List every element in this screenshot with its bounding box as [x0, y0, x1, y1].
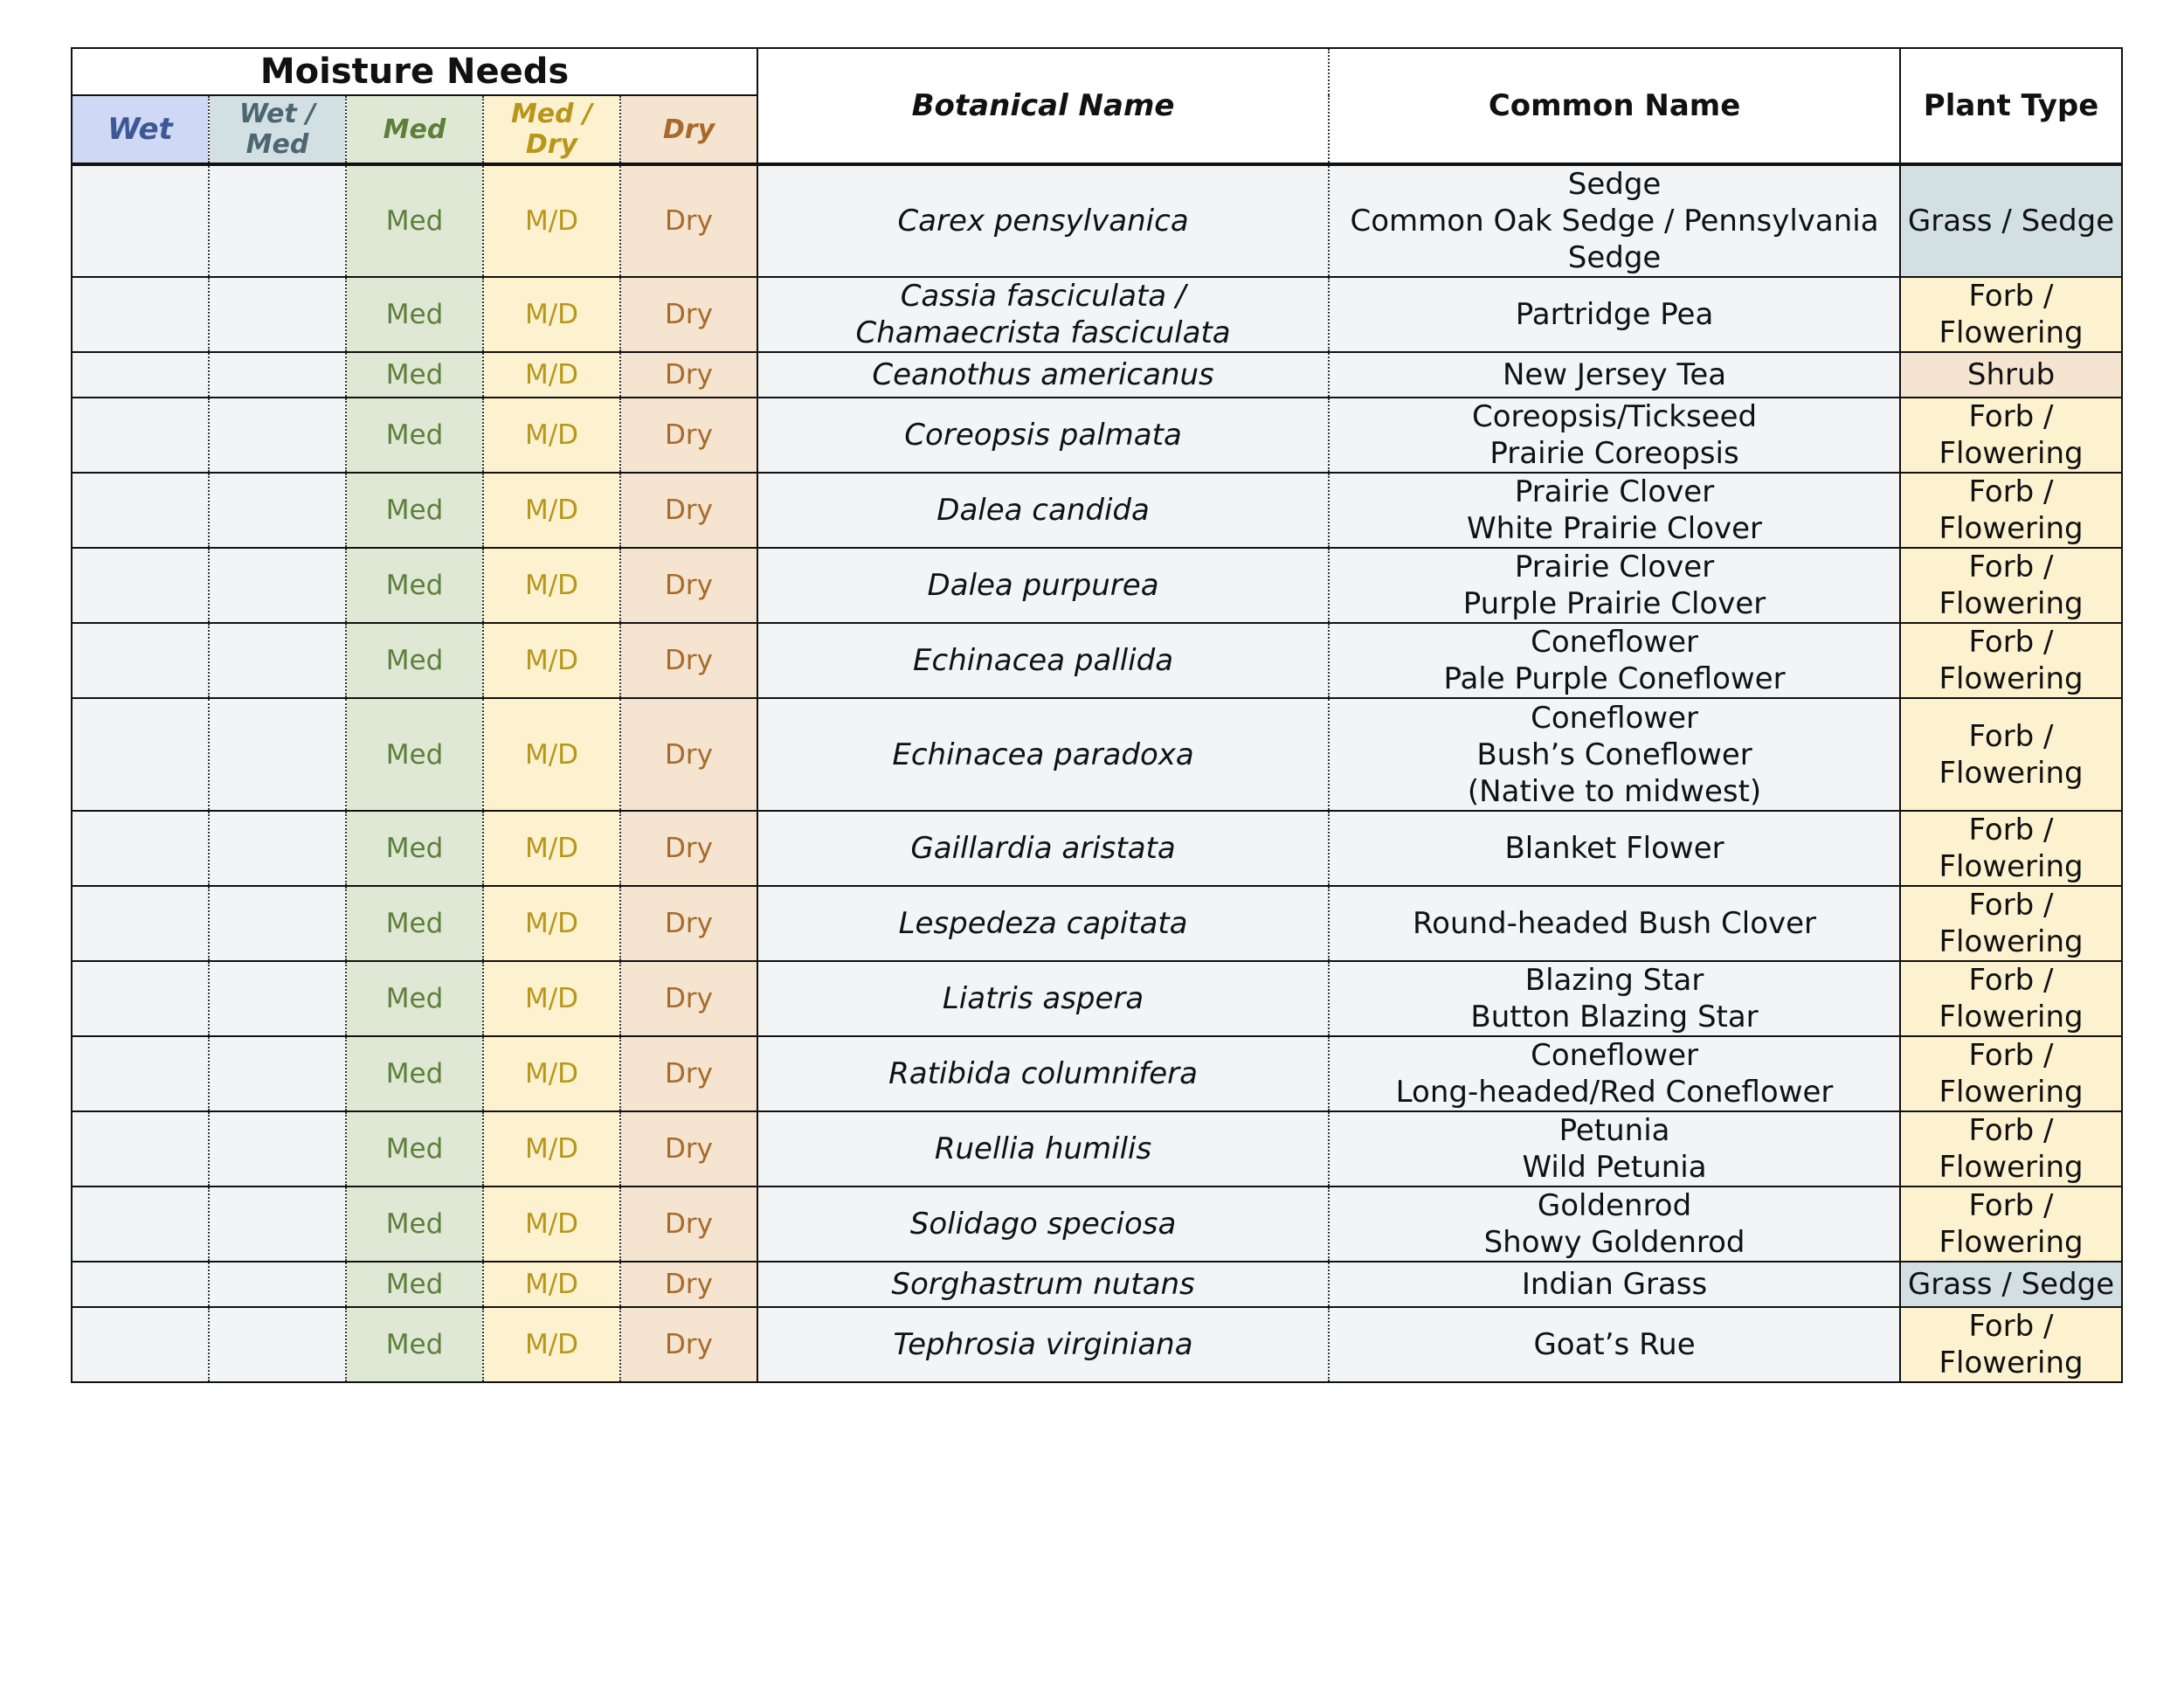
common-name-header: Common Name — [1329, 48, 1900, 164]
common-name-cell: Coneflower Pale Purple Coneflower — [1329, 623, 1900, 698]
plant-type-cell: Forb / Flowering — [1900, 548, 2122, 623]
plant-type-cell: Forb / Flowering — [1900, 623, 2122, 698]
wet-cell — [72, 352, 209, 398]
wet-cell — [72, 398, 209, 473]
plant-type-header: Plant Type — [1900, 48, 2122, 164]
botanical-name-cell: Tephrosia virginiana — [757, 1307, 1329, 1382]
med-cell: Med — [346, 1036, 483, 1111]
wet-cell — [72, 1307, 209, 1382]
wet-cell — [72, 1186, 209, 1262]
table-row — [72, 473, 2122, 548]
moisture-needs-header: Moisture Needs — [72, 48, 757, 95]
dry-cell: Dry — [620, 1307, 757, 1382]
med-dry-cell: M/D — [483, 1262, 620, 1307]
dry-cell: Dry — [620, 1111, 757, 1186]
wet-cell — [72, 811, 209, 886]
dry-cell: Dry — [620, 277, 757, 352]
wet-med-cell — [209, 398, 346, 473]
common-name-cell: Sedge Common Oak Sedge / Pennsylvania Sedge — [1329, 164, 1900, 277]
plant-type-cell: Grass / Sedge — [1900, 1262, 2122, 1307]
plant-type-cell: Forb / Flowering — [1900, 1307, 2122, 1382]
med-dry-cell: M/D — [483, 623, 620, 698]
wet-med-cell — [209, 473, 346, 548]
dry-cell: Dry — [620, 811, 757, 886]
botanical-name-cell: Echinacea pallida — [757, 623, 1329, 698]
dry-cell: Dry — [620, 352, 757, 398]
wet-med-cell — [209, 623, 346, 698]
common-name-cell: Blazing Star Button Blazing Star — [1329, 961, 1900, 1036]
botanical-name-cell: Ruellia humilis — [757, 1111, 1329, 1186]
common-name-cell: Coneflower Long-headed/Red Coneflower — [1329, 1036, 1900, 1111]
table-body — [72, 164, 2122, 1382]
dry-cell: Dry — [620, 473, 757, 548]
plant-type-cell: Forb / Flowering — [1900, 961, 2122, 1036]
wet-cell — [72, 698, 209, 811]
table-row — [72, 623, 2122, 698]
med-dry-cell: M/D — [483, 352, 620, 398]
table-row — [72, 1307, 2122, 1382]
wet-cell — [72, 164, 209, 277]
plant-type-cell: Forb / Flowering — [1900, 1186, 2122, 1262]
wet-med-cell — [209, 1111, 346, 1186]
plant-type-cell: Forb / Flowering — [1900, 1036, 2122, 1111]
table-row — [72, 548, 2122, 623]
table-row — [72, 164, 2122, 277]
botanical-name-cell: Coreopsis palmata — [757, 398, 1329, 473]
botanical-name-cell: Lespedeza capitata — [757, 886, 1329, 961]
med-cell: Med — [346, 623, 483, 698]
common-name-cell: Goldenrod Showy Goldenrod — [1329, 1186, 1900, 1262]
common-name-cell: Coneflower Bush’s Coneflower (Native to midwest) — [1329, 698, 1900, 811]
med-cell: Med — [346, 164, 483, 277]
plant-type-cell: Shrub — [1900, 352, 2122, 398]
wet-cell — [72, 277, 209, 352]
med-dry-cell: M/D — [483, 1111, 620, 1186]
wet-med-cell — [209, 352, 346, 398]
wet-cell — [72, 473, 209, 548]
med-cell: Med — [346, 1307, 483, 1382]
dry-cell: Dry — [620, 623, 757, 698]
common-name-cell: Blanket Flower — [1329, 811, 1900, 886]
botanical-name-cell: Ratibida columnifera — [757, 1036, 1329, 1111]
med-dry-cell: M/D — [483, 961, 620, 1036]
table-row — [72, 698, 2122, 811]
botanical-name-cell: Dalea candida — [757, 473, 1329, 548]
botanical-name-cell: Liatris aspera — [757, 961, 1329, 1036]
plant-type-cell: Grass / Sedge — [1900, 164, 2122, 277]
table-row — [72, 1036, 2122, 1111]
dry-cell: Dry — [620, 1262, 757, 1307]
common-name-cell: Indian Grass — [1329, 1262, 1900, 1307]
plant-type-cell: Forb / Flowering — [1900, 277, 2122, 352]
wet-med-cell — [209, 164, 346, 277]
med-cell: Med — [346, 277, 483, 352]
wet-med-cell — [209, 1307, 346, 1382]
common-name-cell: Prairie Clover Purple Prairie Clover — [1329, 548, 1900, 623]
table-row — [72, 1186, 2122, 1262]
dry-cell: Dry — [620, 698, 757, 811]
med-cell: Med — [346, 698, 483, 811]
wet-med-cell — [209, 1262, 346, 1307]
wet-med-cell — [209, 1186, 346, 1262]
wet-cell — [72, 961, 209, 1036]
table-row — [72, 1262, 2122, 1307]
botanical-name-cell: Ceanothus americanus — [757, 352, 1329, 398]
med-dry-cell: M/D — [483, 398, 620, 473]
med-dry-cell: M/D — [483, 886, 620, 961]
med-cell: Med — [346, 961, 483, 1036]
dry-cell: Dry — [620, 1186, 757, 1262]
botanical-name-cell: Solidago speciosa — [757, 1186, 1329, 1262]
common-name-cell: Petunia Wild Petunia — [1329, 1111, 1900, 1186]
med-dry-cell: M/D — [483, 164, 620, 277]
botanical-name-header: Botanical Name — [757, 48, 1329, 164]
table-row — [72, 811, 2122, 886]
med-dry-cell: M/D — [483, 1186, 620, 1262]
wet-cell — [72, 623, 209, 698]
wet-cell — [72, 1262, 209, 1307]
med-cell: Med — [346, 1186, 483, 1262]
botanical-name-cell: Cassia fasciculata / Chamaecrista fasciculata — [757, 277, 1329, 352]
med-dry-cell: M/D — [483, 698, 620, 811]
med-cell: Med — [346, 811, 483, 886]
dry-cell: Dry — [620, 961, 757, 1036]
botanical-name-cell: Echinacea paradoxa — [757, 698, 1329, 811]
dry-cell: Dry — [620, 398, 757, 473]
wet-cell — [72, 886, 209, 961]
common-name-cell: Round-headed Bush Clover — [1329, 886, 1900, 961]
wet-med-cell — [209, 277, 346, 352]
table-header — [72, 48, 2122, 164]
plant-type-cell: Forb / Flowering — [1900, 811, 2122, 886]
dry-cell: Dry — [620, 886, 757, 961]
med-dry-cell: M/D — [483, 811, 620, 886]
wet-med-cell — [209, 886, 346, 961]
table-row — [72, 352, 2122, 398]
wet-header: Wet — [72, 95, 209, 164]
med-dry-header: Med / Dry — [483, 95, 620, 164]
dry-cell: Dry — [620, 164, 757, 277]
med-cell: Med — [346, 1111, 483, 1186]
med-dry-cell: M/D — [483, 277, 620, 352]
plant-type-cell: Forb / Flowering — [1900, 886, 2122, 961]
table-row — [72, 961, 2122, 1036]
dry-cell: Dry — [620, 1036, 757, 1111]
wet-cell — [72, 1111, 209, 1186]
table-row — [72, 1111, 2122, 1186]
med-dry-cell: M/D — [483, 1036, 620, 1111]
med-cell: Med — [346, 1262, 483, 1307]
wet-med-header: Wet / Med — [209, 95, 346, 164]
table-row — [72, 398, 2122, 473]
dry-cell: Dry — [620, 548, 757, 623]
med-dry-cell: M/D — [483, 548, 620, 623]
wet-med-cell — [209, 698, 346, 811]
common-name-cell: Partridge Pea — [1329, 277, 1900, 352]
plant-type-cell: Forb / Flowering — [1900, 473, 2122, 548]
plant-type-cell: Forb / Flowering — [1900, 698, 2122, 811]
table-row — [72, 277, 2122, 352]
med-cell: Med — [346, 473, 483, 548]
plant-type-cell: Forb / Flowering — [1900, 1111, 2122, 1186]
med-cell: Med — [346, 886, 483, 961]
wet-med-cell — [209, 548, 346, 623]
med-cell: Med — [346, 398, 483, 473]
plant-table — [71, 47, 2123, 1383]
wet-cell — [72, 548, 209, 623]
med-cell: Med — [346, 352, 483, 398]
med-header: Med — [346, 95, 483, 164]
botanical-name-cell: Dalea purpurea — [757, 548, 1329, 623]
botanical-name-cell: Sorghastrum nutans — [757, 1262, 1329, 1307]
wet-med-cell — [209, 811, 346, 886]
common-name-cell: Goat’s Rue — [1329, 1307, 1900, 1382]
botanical-name-cell: Gaillardia aristata — [757, 811, 1329, 886]
common-name-cell: New Jersey Tea — [1329, 352, 1900, 398]
botanical-name-cell: Carex pensylvanica — [757, 164, 1329, 277]
wet-med-cell — [209, 961, 346, 1036]
dry-header: Dry — [620, 95, 757, 164]
wet-med-cell — [209, 1036, 346, 1111]
med-cell: Med — [346, 548, 483, 623]
plant-type-cell: Forb / Flowering — [1900, 398, 2122, 473]
common-name-cell: Coreopsis/Tickseed Prairie Coreopsis — [1329, 398, 1900, 473]
common-name-cell: Prairie Clover White Prairie Clover — [1329, 473, 1900, 548]
med-dry-cell: M/D — [483, 473, 620, 548]
med-dry-cell: M/D — [483, 1307, 620, 1382]
wet-cell — [72, 1036, 209, 1111]
table-row — [72, 886, 2122, 961]
